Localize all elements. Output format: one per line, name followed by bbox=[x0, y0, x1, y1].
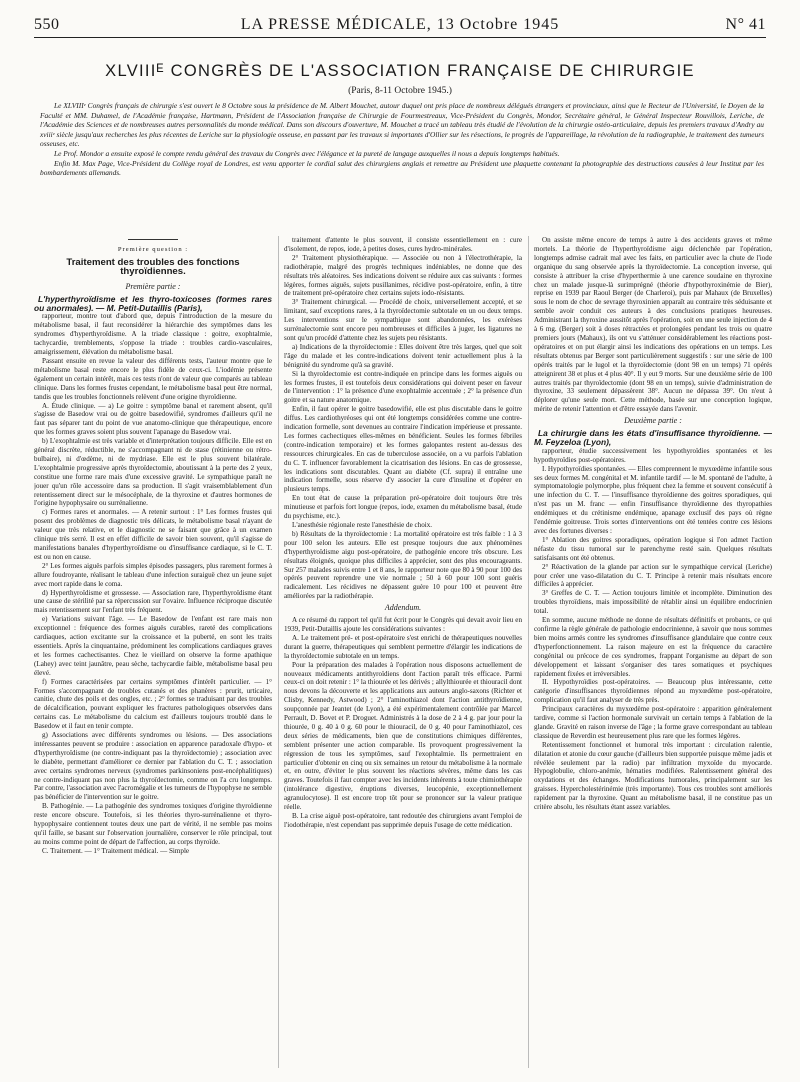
paragraph: 3° Traitement chirurgical. — Procédé de choix, universellement accepté, et se limitant, sauf exceptions rares, à la thyroïdectomie subtotale en un ou deux temps. Les interventions sur le sympathique sont abandonnées, les exérèses surrénalectomie sont encore peu nombreuses et difficiles à juger, les ligatures ne sont qu'un procédé d'attente chez les sujets peu résistants. bbox=[284, 298, 522, 342]
paragraph: I. Hypothyroïdies spontanées. — Elles comprennent le myxœdème infantile sous ses deux formes M. congénital et M. infantile tardif — le M. spontané de l'adulte, à symptomatologie polymorphe, plus fréquent chez la femme et souvent consécutif à une infection du C. T. — l'insuffisance thyroïdienne des goitres sporadiques, qui n'est pas un M. franc — enfin l'insuffisance thyroïdienne des thyropathies endémiques et du crétinisme endémique, apanage exclusif des pays où règne l'endémie goitreuse. Trois sortes d'interventions ont été tentées contre ces lésions avec des fortunes diverses : bbox=[534, 464, 772, 535]
question-heading: Première question : bbox=[117, 246, 189, 253]
part-heading: Première partie : bbox=[125, 281, 181, 291]
column-1 bbox=[34, 236, 272, 1068]
report-heading: La chirurgie dans les états d'insuffisance thyroïdienne. — M. Feyzeloa (Lyon), bbox=[534, 428, 772, 447]
paragraph: B. Pathogénie. — La pathogénie des syndromes toxiques d'origine thyroïdienne reste encore obscure. Toutefois, si les théories thyro-surrénalienne et thyro-hypophysaire contiennent toutes deux une part de vérité, il ne semble pas moins qu'il faille, se basant sur l'observation journalière, conserver le rôle principal, tout au moins comme point de départ de l'affection, au corps thyroïde. bbox=[34, 802, 272, 846]
paragraph: B. La crise aiguë post-opératoire, tant redoutée des chirurgiens avant l'emploi de l'iodothérapie, n'est cependant pas supprimée depuis l'usage de cette médication. bbox=[284, 812, 522, 829]
paragraph: 2° Traitement physiothérapique. — Associée ou non à l'électrothérapie, la radiothérapie, malgré des progrès techniques indéniables, ne donne que des résultats très aléatoires. Ses indications doivent se réduire aux cas suivants : formes légères, formes aiguës, sujets pusillanimes, récidive post-opératoire, enfin, à titre de traitement pré-opératoire chez certains sujets iodo-résistants. bbox=[284, 253, 522, 298]
paragraph: b) L'exophtalmie est très variable et d'interprétation toujours difficile. Elle est en général discrète, réductible, ne s'accompagnant ni de stase (rétinienne ou rétro-bulbaire), ni d'œdème, ni de mydriase. Elle est le plus souvent bilatérale. L'exophtalmie progressive après thyroïdectomie, aboutissant à la perte des 2 yeux, constitue une forme rare mais d'une excessive gravité. Le sympathique paraît ne jouer qu'un rôle accessoire dans sa production. Il s'agit vraisemblablement d'un retentissement direct sur le mésocéphale, de la thyroxine et d'autres hormones de l'origine hypophysaire ou surrénalienne. bbox=[34, 437, 272, 508]
paragraph: g) Associations avec différents syndromes ou lésions. — Des associations intéressantes peuvent se produire : association en apparence paradoxale d'hypo- et d'hyperthyroïdisme (ne contre-indiquant pas la thyroïdectomie) ; association avec le diabète, permettant d'améliorer ce dernier par l'ablation du C. T. ; association avec certains syndromes nerveux (syndromes parkinsoniens post-encéphalitiques) ne contre-indiquant pas non plus la thyroïdectomie, comme on l'a cru longtemps. Par contre, l'association avec l'acromégalie et les tumeurs de l'hypophyse ne semble pas bénéficier de l'intervention sur le goitre. bbox=[34, 731, 272, 802]
paragraph: 1° Ablation des goitres sporadiques, opération logique si l'on admet l'action néfaste du tissu tumoral sur le parenchyme resté sain. Quelques résultats satisfaisants ont été obtenus. bbox=[534, 535, 772, 562]
paragraph: e) Variations suivant l'âge. — Le Basedow de l'enfant est rare mais non exceptionnel : fréquence des formes aiguës curables, rareté des complications cardiaques, action excitante sur la croissance et la puberté, en sont les traits essentiels. Après la cinquantaine, prédominent les complications cardiaques graves et les formes cachectisantes. Chez le vieillard on observe la forme apathique (Lahey) avec teint jaunâtre, peau sèche, tachycardie faible, métabolisme basal peu élevé. bbox=[34, 615, 272, 677]
paragraph: rapporteur, montre tout d'abord que, depuis l'introduction de la mesure du métabolisme basal, il faut reconsidérer la hiérarchie des symptômes dans les syndromes d'hyperthyroïdisme. A la triade classique : goitre, exophtalmie, tachycardie, tremblements, s'oppose la triade : troubles cardio-vasculaires, amaigrissement, élévation du métabolisme basal. bbox=[34, 312, 272, 357]
paragraph: Si la thyroïdectomie est contre-indiquée en principe dans les formes aiguës ou les formes frustes, il est toutefois deux considérations qui doivent peser en faveur de l'intervention : 1° la présence d'une exophtalmie accentuée ; 2° la présence d'un goitre et sa nature anatomique. bbox=[284, 369, 522, 405]
part-heading: Deuxième partie : bbox=[624, 416, 682, 426]
paragraph: traitement d'attente le plus souvent, il consiste essentiellement en : cure d'isolement, de repos, iode, à petites doses, cures hydro-minérales. bbox=[284, 236, 522, 253]
paragraph: c) Formes rares et anormales. — A retenir surtout : 1° Les formes frustes qui posent des problèmes de diagnostic très délicats, le métabolisme basal n'ayant de valeur que très relative, et le diagnostic ne se faisant que grâce à un examen clinique très serré. Il est en effet difficile de savoir bien souvent, qu'il s'agisse de manifestations banales d'hyperthyroïdisme ou d'insuffisance cardiaque, si le C. T. est ou non en cause. bbox=[34, 508, 272, 561]
page-header bbox=[34, 14, 766, 38]
paragraph: 3° Greffes de C. T. — Action toujours limitée et incomplète. Diminution des troubles thyroïdiens, mais impossibilité de rétablir ainsi un équilibre endocrinien total. bbox=[534, 589, 772, 616]
page-number: 550 bbox=[34, 16, 60, 33]
journal-title: LA PRESSE MÉDICALE, 13 Octobre 1945 bbox=[240, 16, 560, 33]
paragraph: b) Résultats de la thyroïdectomie : La mortalité opératoire est très faible : 1 à 3 pour 100 selon les auteurs. Elle est presque toujours due aux phénomènes d'hyperthyroïdisme aigu post-opératoire, de pathogénie encore très obscure. Les résultats éloignés, quoique plus difficiles à apprécier, sont des plus encourageants. Sur 257 malades suivis entre 1 et 8 ans, le rapporteur note que 80 à 90 pour 100 des opérés peuvent reprendre une vie normale ; 50 à 60 pour 100 sont guéris radicalement. Les récidives ne dépassent guère 10 pour 100 et peuvent être améliorées par la radiothérapie. bbox=[284, 529, 522, 601]
issue-number: N° 41 bbox=[725, 16, 766, 33]
paragraph: Enfin, il faut opérer le goitre basedowifié, elle est plus discutable dans le goitre diffus. Les cardiothyréoses qui ont été longtemps considérées comme une contre-indication formelle, sont devenues au contraire l'indication impérieuse et pressante. Les formes cachectiques elles-mêmes en bénéficient. Seules les formes fébriles (contre-indication temporaire) et les formes galopantes restent au-dessus des ressources chirurgicales. En cas de tuberculose associée, on a vu parfois l'ablation du C. T. influencer favorablement la cicatrisation des lésions. En cas de grossesse, les indications sont discutables. Quant au diabète (Cf. supra) il entraîne une indication formelle, sous réserve d'y associer la cure d'insuline et d'opérer en plusieurs temps. bbox=[284, 405, 522, 494]
paragraph: En somme, aucune méthode ne donne de résultats définitifs et probants, ce qui confirme la règle générale de pathologie endocrinienne, à savoir que nous sommes bien moins armés contre les syndromes d'insuffisance glandulaire que contre ceux d'hyperfonctionnement. La raison majeure en est la fréquence du caractère congénital ou précoce de ces syndromes, frappant l'organisme au départ de son développement et laissant s'organiser des tares somatiques et psychiques rapidement fixées et irréversibles. bbox=[534, 616, 772, 678]
paragraph: A. Le traitement pré- et post-opératoire s'est enrichi de thérapeutiques nouvelles durant la guerre, thérapeutiques qui semblent permettre d'élargir les indications de la thyroïdectomie subtotale en un temps. bbox=[284, 633, 522, 660]
column-3 bbox=[534, 236, 772, 1068]
paragraph: Retentissement fonctionnel et humoral très important : circulation ralentie, dilatation et atonie du cœur gauche (d'ailleurs bien supportée puisque même jadis et révélée seulement par la radio) par infiltration myxoïde du myocarde. Hypoglobulie, chloro-anémie, hématies modifiées. Ralentissement général des oxydations et des échanges. Modifications humorales, principalement sur les graisses. Hypercholestérinémie (très importante). Tous ces troubles sont améliorés rapidement par la thyroxine. Quant au métabolisme basal, il ne constitue pas un critère absolu, les résultats étant assez variables. bbox=[534, 740, 772, 812]
paragraph: L'anesthésie régionale reste l'anesthésie de choix. bbox=[292, 521, 433, 529]
congress-dates: (Paris, 8-11 Octobre 1945.) bbox=[348, 86, 452, 96]
section-rule bbox=[128, 239, 178, 240]
intro-text bbox=[40, 101, 764, 178]
paragraph: d) Hyperthyroïdisme et grossesse. — Association rare, l'hyperthyroïdisme étant une cause de stérilité par sa répercussion sur l'ovaire. Influence réciproque discutée mais retentissement sur l'enfant très fréquent. bbox=[34, 588, 272, 615]
paragraph: A ce résumé du rapport tel qu'il fut écrit pour le Congrès qui devait avoir lieu en 1939, Petit-Dutaillis ajoute les considérations suivantes : bbox=[284, 616, 522, 633]
addendum-heading: Addendum. bbox=[384, 603, 422, 613]
paragraph: On assiste même encore de temps à autre à des accidents graves et même mortels. La théorie de l'hyperthyroïdisme aigu déclenchée par l'opération, longtemps admise cadrait mal avec les faits, en particulier avec la chute de l'iode organique du sang observée après la thyroïdectomie. La conception inverse, qui consiste à attribuer la crise d'hyperthermie à une carence soudaine en thyroxine chez un malade jusque-là surimprégné (théorie d'hypothyroxinémie de Bier), reprise en 1939 par Raoul Berger (de Charleroi), puis par Mahaux (de Bruxelles) sous le nom de choc de sevrage thyroxinien apparaît au contraire très séduisante et semble avoir conduit ces auteurs à des conclusions pratiques heureuses. Administrant la thyroxine aussitôt après l'opération, soit en une seule injection de 4 à 6 mg. (Berger) soit à doses rétractées et prolongées pendant les trois ou quatre premiers jours (Mahaux), ils ont vu s'atténuer considérablement les réactions post-opératoires et on put élargir ainsi les indications des opérations en un temps. Les résultats obtenus par Berger sont particulièrement suggestifs : sur une série de 100 opérés traités par le lugol et la thyroïdectomie (dont 98 en un temps) 71 opérés atteignirent 38 et plus et 4 plus 40°. Il y eut 9 morts. Sur une deuxième série de 100 autres traités par thyroïdectomie (dont 98 en un temps), suivie d'administration de thyroxine, 33 seulement dépassèrent 38°. Aucun ne dépassa 39°. On n'eut à déplorer qu'une seule mort. Cette méthode, basée sur une conception logique, mérite de retenir l'attention et d'être essayée dans l'avenir. bbox=[534, 236, 772, 414]
paragraph: 2° Réactivation de la glande par action sur le sympathique cervical (Leriche) pour créer une vaso-dilatation du C. T. Principe à retenir mais résultats encore difficiles à apprécier. bbox=[534, 562, 772, 589]
paragraph: 2° Les formes aiguës parfois simples épisodes passagers, plus rarement formes à allure foudroyante, réalisant le tableau d'une infection suraiguë chez un jeune sujet avec mort rapide dans le coma. bbox=[34, 561, 272, 588]
paragraph: Passant ensuite en revue la valeur des différents tests, l'auteur montre que le métabolisme basal reste encore le plus fidèle de ceux-ci. L'iodémie présente également un certain intérêt, mais ces tests n'ont de valeur que comparés au tableau clinique. Dans les formes frustes cependant, le métabolisme basal peut être normal, tandis que les troubles fonctionnels relèvent d'une origine thyroïdienne. bbox=[34, 356, 272, 401]
paragraph: a) Indications de la thyroïdectomie : Elles doivent être très larges, quel que soit l'âge du malade et les contre-indications doivent tenir actuellement plus à la bénignité du syndrome qu'à sa gravité. bbox=[284, 342, 522, 369]
paragraph: II. Hypothyroïdies post-opératoires. — Beaucoup plus intéressante, cette catégorie d'insuffisances thyroïdiennes répond au myxœdème post-opératoire, complication qu'il faut analyser de très près. bbox=[534, 678, 772, 705]
paragraph: En tout état de cause la préparation pré-opératoire doit toujours être très minutieuse et parfois fort longue (repos, iode, examen du métabolisme basal, étude du psychisme, etc.). bbox=[284, 494, 522, 521]
intro-paragraph: Le XLVIIIᵉ Congrès français de chirurgie s'est ouvert le 8 Octobre sous la présidence de M. Albert Mouchet, autour duquel ont pris place de nombreux délégués étrangers et provinciaux, ainsi que le Recteur de l'Université, le Doyen de la Faculté et MM. Duhamel, de l'Académie française, Hartmann, Président de l'Association française de Chirurgie de Fourmestreaux, Vice-Président du Congrès, Mondor, Secrétaire général, le Général Inspecteur Rouvillois, Leriche, de l'Académie des Sciences et de nombreuses autres personnalités du monde médical. Dans son discours d'ouverture, M. Mouchet a tracé un tableau très étudié de l'évolution de la chirurgie ostéo-articulaire, depuis les premiers travaux d'Andry au xviiiᵉ siècle jusqu'aux recherches les plus récentes de Leriche sur la physiologie osseuse, en passant par les travaux si importants d'Ollier sur les résections, le progrès de l'appareillage, la révolution de la radiographie, le traitement des tumeurs osseuses, etc. bbox=[40, 101, 764, 149]
column-2 bbox=[284, 236, 522, 1068]
paragraph: Pour la préparation des malades à l'opération nous disposons actuellement de nouveaux médicaments antithyroïdiens dont l'action paraît très efficace. Parmi ceux-ci on doit retenir : 1° la thiourée et les dérivés ; allylthiourée et thiouracil dont nous devons la découverte et les applications aux auteurs anglo-saxons (Richter et Clisby, Kennedy, Astwood) ; 2° l'aminothiazol dont l'action antithyroïdienne, soupçonnée par Jeantet (de Lyon), a été expérimentalement contrôlée par Marcel Perrault, D. Bovet et P. Droguet. Administrés à la dose de 2 à 4 g. par jour pour la thiourée, 0 g. 40 à 0 g. 60 pour le thiouracil, de 0 g. 40 pour l'aminothiazol, ces deux séries de médicaments, bien que de constitutions chimiques différentes, semblent présenter une action comparable. Ils provoquent progressivement la régression de tous les symptômes, sauf l'exophtalmie. Ils permettraient en particulier d'obtenir en cinq ou six semaines un retour du métabolisme à la normale et, en outre, d'éviter le plus souvent les réactions sévères, même dans les cas graves. Toutefois il faut compter avec les incidents inhérents à toute chimiothérapie (intolérance digestive, éruptions diverses, leucopénie, exceptionnellement agranulocytose). Il est encore trop tôt pour se prononcer sur la valeur pratique réelle. bbox=[284, 660, 522, 812]
header-rule bbox=[34, 37, 766, 38]
congress-title: XLVIIIᴱ CONGRÈS DE L'ASSOCIATION FRANÇAISE DE CHIRURGIE bbox=[105, 62, 695, 80]
paragraph: f) Formes caractérisées par certains symptômes d'intérêt particulier. — 1° Formes s'accompagnant de troubles cutanés et des phanères : prurit, urticaire, canitie, chute des poils et des ongles, etc. ; 2° formes se traduisant par des troubles de décalcification, pouvant expliquer les fractures pathologiques observées dans certains cas. Le métabolisme du calcium est d'ailleurs toujours troublé dans le Basedow et il faut en tenir compte. bbox=[34, 677, 272, 731]
paragraph: A. Étude clinique. — a) Le goitre : symptôme banal et rarement absent, qu'il s'agisse de Basedow vrai ou de goitre basedowifié, syndromes d'ailleurs qu'il ne faut pas séparer tant du point de vue anatomo-clinique que thérapeutique, encore que les formes graves soient plus souvent l'apanage du Basedow vrai. bbox=[34, 401, 272, 437]
paragraph: Principaux caractères du myxœdème post-opératoire : apparition généralement tardive, comme si l'action hormonale survivait un certain temps à l'ablation de la glande. Gravité en raison inverse de l'âge ; la forme grave correspondant au tableau classique de Reverdin est heureusement plus rare que les formes légères. bbox=[534, 705, 772, 740]
intro-paragraph: Enfin M. Max Page, Vice-Président du Collège royal de Londres, est venu apporter le cordial salut des chirurgiens anglais et remettre au Président une plaquette contenant la photographie des destructions causées à leur Institut par les bombardements allemands. bbox=[40, 158, 764, 178]
intro-paragraph: Le Prof. Mondor a ensuite exposé le compte rendu général des travaux du Congrès avec l'élégance et la pureté de langage auxquelles il nous a depuis longtemps habitués. bbox=[54, 148, 560, 158]
section-title: Traitement des troubles des fonctions thyroïdiennes. bbox=[66, 256, 240, 277]
article-columns bbox=[34, 236, 772, 1068]
report-heading: L'hyperthyroïdisme et les thyro-toxicoses (formes rares ou anormales). — M. Petit-Dutaillis (Paris), bbox=[34, 293, 272, 313]
paragraph: C. Traitement. — 1° Traitement médical. — Simple bbox=[42, 846, 190, 855]
paragraph: rapporteur, étudie successivement les hypothyroïdies spontanées et les hypothyroïdies post-opératoires. bbox=[534, 446, 772, 464]
